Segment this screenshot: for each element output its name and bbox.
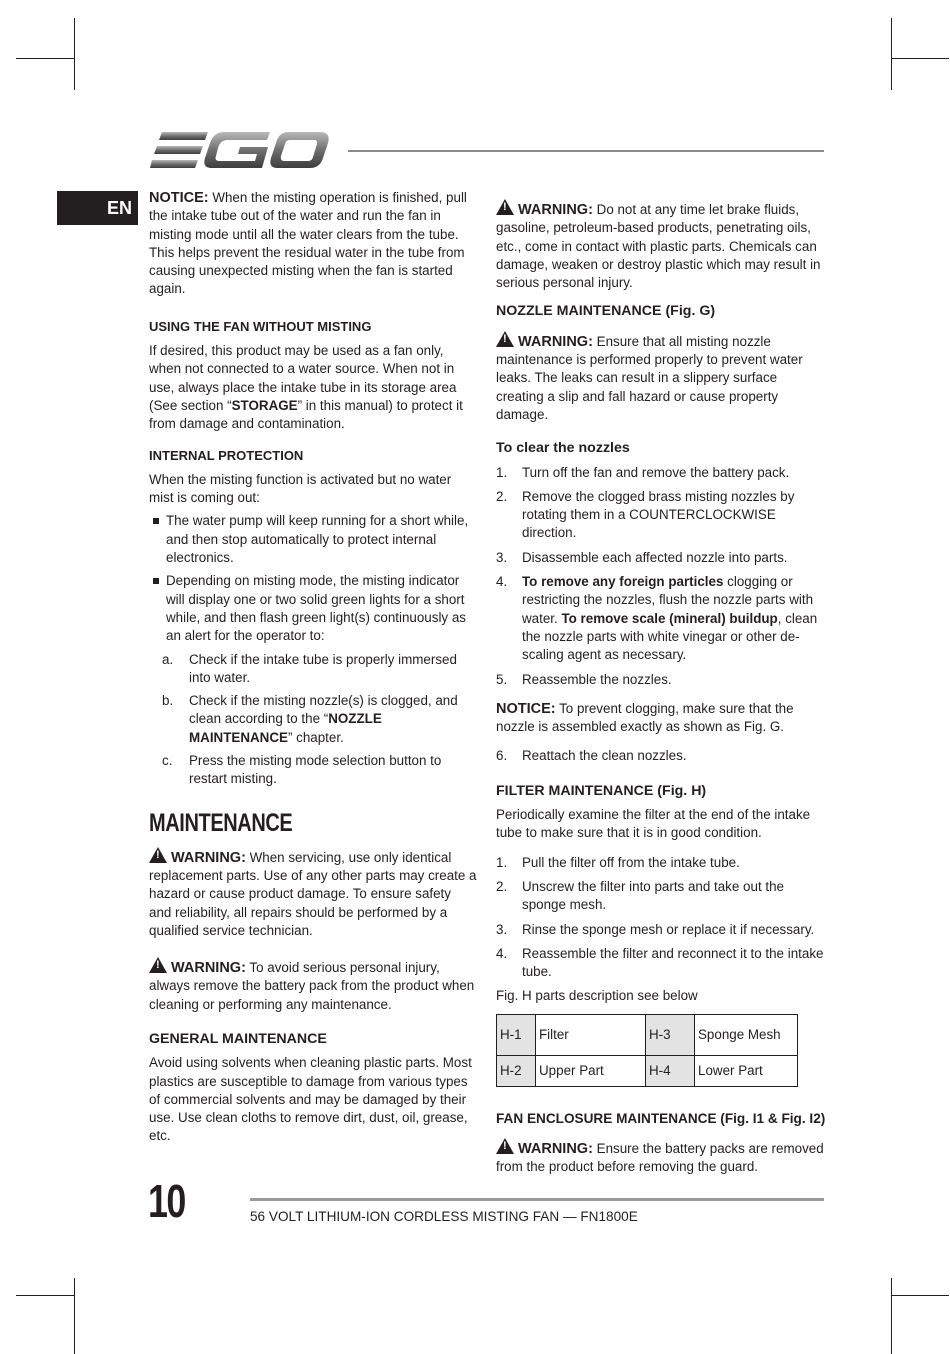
warning-text: Ensure the battery packs are removed from the product before removing the guard. [496, 1140, 824, 1175]
table-cell: Sponge Mesh [695, 1014, 798, 1055]
warning-icon [496, 199, 514, 215]
alpha-marker: b. [162, 693, 174, 709]
left-column [149, 189, 477, 1146]
step-text: Rinse the sponge mesh or replace it if necessary. [522, 921, 815, 937]
using-fan-heading: USING THE FAN WITHOUT MISTING [149, 318, 372, 334]
warning-icon [149, 847, 167, 863]
warning-label: WARNING: [518, 202, 593, 218]
page-number: 10 [148, 1175, 185, 1227]
alpha-text: Press the misting mode selection button to restart misting. [189, 753, 442, 787]
warning-paragraph [496, 331, 826, 424]
step-text: Pull the filter off from the intake tube. [522, 854, 740, 870]
alpha-item [149, 752, 477, 789]
alpha-marker: c. [162, 753, 173, 769]
parts-table [496, 1014, 798, 1087]
crop-mark [16, 58, 74, 59]
fan-enclosure-heading: FAN ENCLOSURE MAINTENANCE (Fig. I1 & Fig. I2) [496, 1110, 826, 1126]
crop-mark [891, 1278, 892, 1354]
warning-paragraph [149, 957, 477, 1014]
table-cell: Lower Part [695, 1055, 798, 1086]
filter-step [496, 878, 826, 915]
step-marker: 6. [496, 748, 508, 764]
ego-logo [150, 130, 330, 177]
warning-text: To avoid serious personal injury, always remove the battery pack from the product when cleaning or performing any maintenance. [149, 960, 475, 1012]
warning-label: WARNING: [518, 1140, 593, 1157]
filter-step [496, 854, 826, 872]
step-item [496, 747, 826, 765]
language-tab: EN [57, 191, 138, 225]
notice-text: To prevent clogging, make sure that the nozzle is assembled exactly as shown as Fig. G. [496, 700, 794, 735]
step-marker: 4. [496, 945, 508, 961]
step-text: Disassemble each affected nozzle into parts. [522, 549, 788, 565]
warning-paragraph [149, 847, 477, 940]
alpha-item [149, 692, 477, 747]
step-text: Reassemble the filter and reconnect it to the intake tube. [522, 945, 824, 980]
internal-protection-text: When the misting function is activated but no water mist is coming out: [149, 471, 452, 506]
using-text-c: ” in this manual) to protect it from damage and contamination. [149, 397, 463, 432]
table-cell: Upper Part [536, 1055, 646, 1086]
alpha-text: Check if the misting nozzle(s) is clogged, and clean according to the “ [189, 693, 458, 727]
step-text: , clean the nozzle parts with white vinegar or other de-scaling agent as necessary. [522, 610, 818, 663]
filter-step [496, 945, 826, 982]
general-maintenance-heading: GENERAL MAINTENANCE [149, 1030, 327, 1047]
step-text: Reassemble the nozzles. [522, 671, 672, 687]
crop-mark [74, 1278, 75, 1354]
using-fan-text [149, 342, 477, 433]
footer-rule [250, 1198, 824, 1201]
general-maintenance-text: Avoid using solvents when cleaning plastic parts. Most plastics are susceptible to damage from various types of commercial solvents and may be damaged by their use. Use clean cloths to remove dirt, dust, oil, grease, etc. [149, 1055, 472, 1144]
table-cell: H-3 [646, 1014, 695, 1055]
warning-icon [496, 331, 514, 347]
filter-maintenance-heading: FILTER MAINTENANCE (Fig. H) [496, 782, 707, 799]
alpha-text-bold: NOZZLE MAINTENANCE [189, 711, 382, 745]
step-item [496, 464, 826, 482]
header-rule [348, 150, 824, 152]
step-marker: 1. [496, 464, 508, 480]
warning-label: WARNING: [171, 849, 246, 866]
table-row [497, 1014, 798, 1055]
figure-caption: Fig. H parts description see below [496, 988, 698, 1004]
warning-icon [496, 1138, 514, 1154]
warning-text: When servicing, use only identical replacement parts. Use of any other parts may create a hazard or cause product damage. To ensure safety and reliability, all repairs should be performed by a qualified service technician. [149, 849, 477, 938]
warning-icon [149, 957, 167, 973]
table-cell: H-4 [646, 1055, 695, 1086]
alpha-text: Check if the intake tube is properly immersed into water. [189, 651, 457, 685]
using-text-a: If desired, this product may be used as a fan only, when not connected to a water source. When not in use, always place the intake tube in its storage area (See section “ [149, 343, 457, 413]
filter-step [496, 921, 826, 939]
step-marker: 5. [496, 671, 508, 687]
warning-text: Ensure that all misting nozzle maintenance is performed properly to prevent water leaks. The leaks can result in a slippery surface creating a slip and fall hazard or cause property damage. [496, 333, 803, 422]
step-marker: 2. [496, 878, 508, 894]
table-cell: Filter [536, 1014, 646, 1055]
warning-label: WARNING: [518, 333, 593, 350]
warning-label: WARNING: [171, 960, 246, 977]
footer-title: 56 VOLT LITHIUM-ION CORDLESS MISTING FAN — FN1800E [250, 1209, 638, 1224]
alpha-marker: a. [162, 651, 174, 667]
step-text-bold: To remove scale (mineral) buildup [561, 610, 778, 626]
crop-mark [891, 1295, 949, 1296]
notice-paragraph [149, 189, 477, 299]
nozzle-maintenance-heading: NOZZLE MAINTENANCE (Fig. G) [496, 303, 716, 320]
step-text: Remove the clogged brass misting nozzles by rotating them in a COUNTERCLOCKWISE direction. [522, 488, 795, 541]
step-marker: 1. [496, 854, 508, 870]
crop-mark [74, 18, 75, 90]
notice-text: When the misting operation is finished, pull the intake tube out of the water and run the fan in misting mode until all the water clears from the tube. This helps prevent the residual water in the tube from causing unexpected misting when the fan is started again. [149, 190, 467, 297]
warning-paragraph [496, 1138, 826, 1177]
clear-nozzles-heading: To clear the nozzles [496, 440, 630, 457]
step-item [496, 573, 826, 664]
step-text: clogging or restricting the nozzles, flush the nozzle parts with water. [522, 574, 814, 626]
filter-text: Periodically examine the filter at the end of the intake tube to make sure that it is in good condition. [496, 807, 811, 841]
step-marker: 2. [496, 488, 508, 504]
step-item [496, 549, 826, 567]
step-text-bold: To remove any foreign particles [522, 574, 724, 590]
table-row [497, 1055, 798, 1086]
crop-mark [891, 18, 892, 90]
step-marker: 4. [496, 574, 508, 590]
step-text: Turn off the fan and remove the battery pack. [522, 464, 790, 480]
step-marker: 3. [496, 921, 508, 937]
using-text-bold: STORAGE [231, 397, 298, 413]
step-text: Reattach the clean nozzles. [522, 748, 687, 764]
table-cell: H-1 [497, 1014, 536, 1055]
step-item [496, 488, 826, 543]
crop-mark [891, 58, 949, 59]
notice-paragraph [496, 700, 826, 737]
notice-label: NOTICE: [496, 700, 556, 717]
table-cell: H-2 [497, 1055, 536, 1086]
maintenance-heading: MAINTENANCE [149, 808, 293, 837]
alpha-text: ” chapter. [287, 729, 344, 745]
notice-label: NOTICE: [149, 190, 209, 206]
right-column [496, 199, 826, 1177]
step-text: Unscrew the filter into parts and take out the sponge mesh. [522, 878, 785, 913]
bullet-item: The water pump will keep running for a short while, and then stop automatically to protect internal electronics. [149, 512, 477, 567]
crop-mark [16, 1295, 74, 1296]
step-item [496, 671, 826, 689]
warning-paragraph [496, 199, 826, 292]
internal-protection-heading: INTERNAL PROTECTION [149, 447, 304, 463]
step-marker: 3. [496, 549, 508, 565]
warning-text: Do not at any time let brake fluids, gasoline, petroleum-based products, penetrating oils, etc., come in contact with plastic parts. Chemicals can damage, weaken or destroy plastic which may result in serious personal injury. [496, 202, 821, 291]
bullet-item: Depending on misting mode, the misting indicator will display one or two solid green lights for a short while, and then flash green light(s) continuously as an alert for the operator to: [149, 572, 477, 645]
alpha-item [149, 651, 477, 688]
